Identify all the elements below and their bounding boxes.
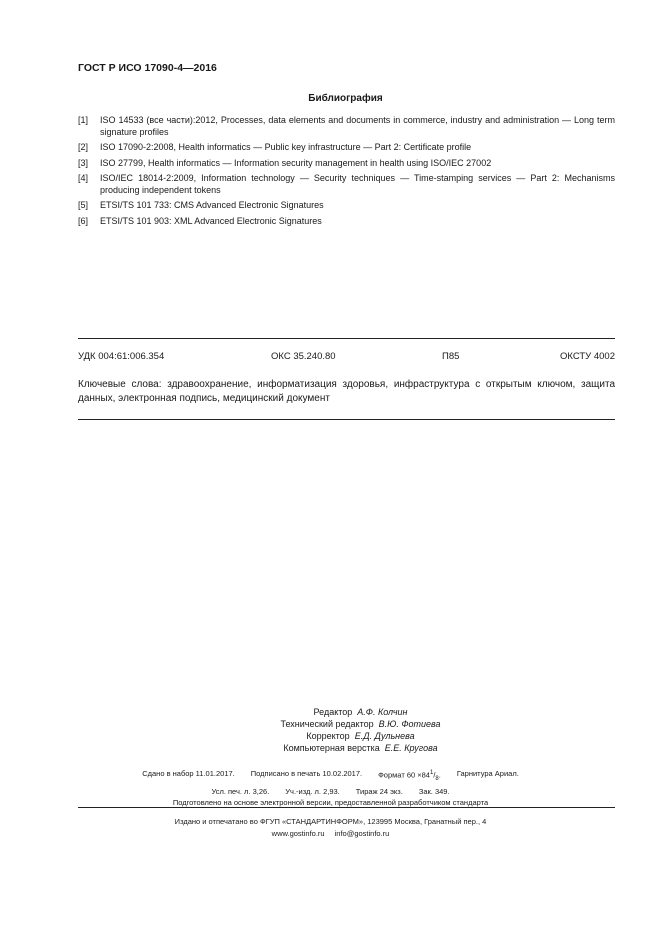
prepared-note: Подготовлено на основе электронной версии, предоставленной разработчиком стандарта: [172, 798, 489, 807]
editorial-staff: [0, 706, 661, 754]
okstu-code: ОКСТУ 4002: [560, 351, 615, 362]
reference-item: [78, 216, 615, 228]
oks-code: ОКС 35.240.80: [271, 351, 336, 362]
staff-role: Технический редактор: [280, 719, 374, 729]
print-sheets: Усл. печ. л. 3,26.: [211, 786, 270, 796]
submitted-date: Сдано в набор 11.01.2017.: [142, 769, 235, 778]
reference-item: [78, 173, 615, 196]
reference-number: [6]: [78, 215, 89, 226]
divider: [78, 807, 615, 808]
reference-text: ISO 14533 (все части):2012, Processes, data elements and documents in commerce, industry and administration — Long term signature profiles: [100, 115, 615, 137]
publisher-address: Издано и отпечатано во ФГУП «СТАНДАРТИНФОРМ», 123995 Москва, Гранатный пер., 4: [174, 817, 487, 826]
reference-number: [3]: [78, 157, 89, 168]
staff-role: Редактор: [313, 707, 353, 717]
reference-item: [78, 142, 615, 154]
reference-number: [2]: [78, 142, 89, 152]
reference-number: [4]: [78, 173, 89, 183]
staff-row: [0, 730, 661, 742]
reference-item: [78, 115, 615, 138]
reference-number: [1]: [78, 115, 89, 125]
reference-text: ETSI/TS 101 903: XML Advanced Electronic Signatures: [100, 215, 322, 226]
staff-name: Е.Д. Дульнева: [354, 731, 415, 741]
print-info-row: [0, 768, 661, 786]
staff-row: [0, 742, 661, 754]
print-info-row: [0, 786, 661, 798]
paper-format: Формат $60 \times 84^1/_8$.: [378, 770, 441, 782]
reference-list: [78, 115, 615, 231]
keywords: Ключевые слова: здравоохранение, информатизация здоровья, инфраструктура с открытым ключом, защита данных, электронная подпись, медицинский документ: [78, 379, 615, 404]
print-info: [0, 768, 661, 809]
publisher-email[interactable]: info@gostinfo.ru: [334, 828, 390, 838]
publisher-website[interactable]: www.gostinfo.ru: [271, 828, 325, 838]
udk-code: УДК 004:61:006.354: [78, 351, 165, 362]
reference-text: ISO 27799, Health informatics — Information security management in health using ISO/IEC 27002: [100, 157, 492, 168]
divider: [78, 419, 615, 420]
reference-item: [78, 200, 615, 212]
order-number: Зак. 349.: [418, 786, 450, 796]
reference-text: ISO/IEC 18014-2:2009, Information technology — Security techniques — Time-stamping services — Part 2: Mechanisms producing independent tokens: [100, 173, 615, 195]
reference-text: ISO 17090-2:2008, Health informatics — Public key infrastructure — Part 2: Certificate profile: [100, 142, 472, 152]
document-code: ГОСТ Р ИСО 17090-4—2016: [78, 62, 217, 74]
publisher-info: [0, 816, 661, 839]
staff-row: [0, 706, 661, 718]
reference-text: ETSI/TS 101 733: CMS Advanced Electronic Signatures: [100, 200, 324, 210]
circulation: Тираж 24 экз.: [355, 786, 403, 796]
staff-row: [0, 718, 661, 730]
signed-date: Подписано в печать 10.02.2017.: [250, 769, 363, 778]
divider: [78, 338, 615, 339]
staff-name: В.Ю. Фотиева: [378, 719, 441, 729]
publishing-sheets: Уч.-изд. л. 2,93.: [285, 786, 340, 796]
staff-role: Компьютерная верстка: [283, 743, 380, 753]
staff-name: Е.Е. Кругова: [384, 743, 438, 753]
bibliography-title: Библиография: [308, 93, 383, 104]
publisher-contacts: [0, 828, 661, 840]
typeface: Гарнитура Ариал.: [456, 769, 519, 778]
reference-item: [78, 158, 615, 170]
group-code: П85: [442, 351, 460, 362]
reference-number: [5]: [78, 200, 89, 210]
staff-role: Корректор: [306, 731, 350, 741]
staff-name: А.Ф. Колчин: [357, 707, 408, 717]
